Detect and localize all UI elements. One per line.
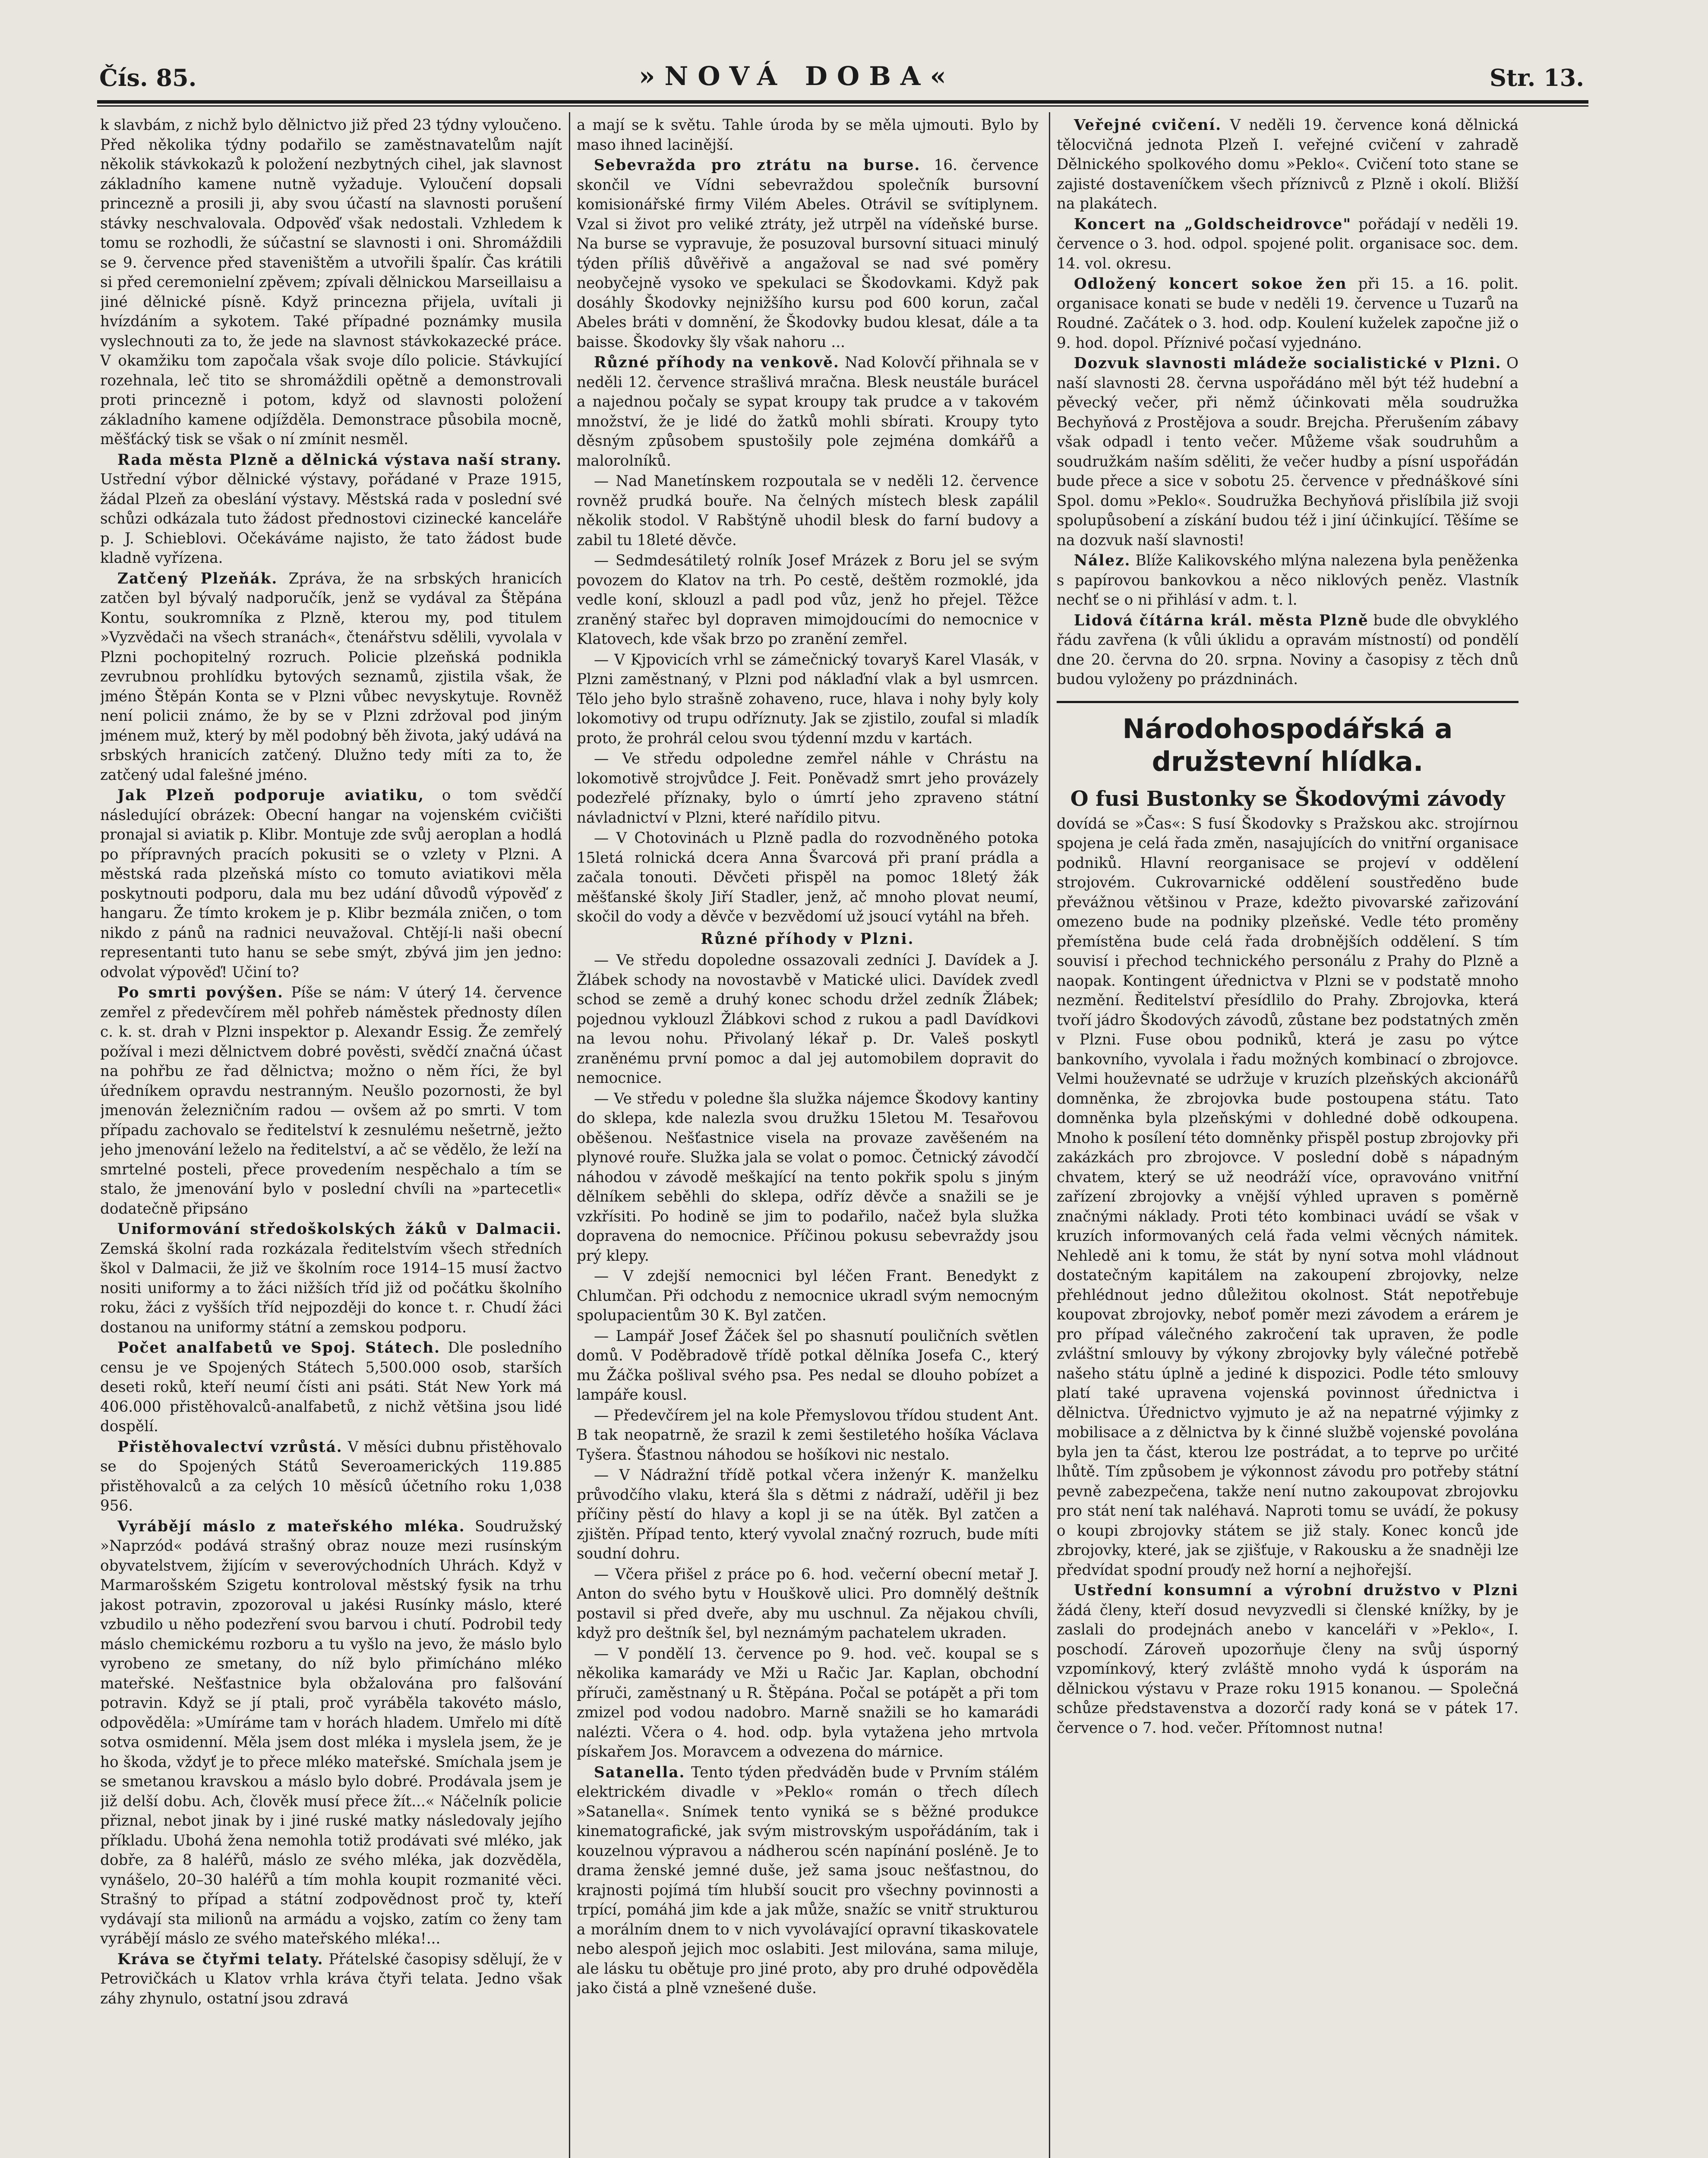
column-2 [577, 116, 1039, 2158]
article-text: Přátelské časopisy sdělují, že v Petrovičkách u Klatov vrhla kráva čtyři telata. Jedno však záhy zhynulo, ostatní jsou zdravá [100, 1950, 562, 2007]
section-subheading: Různé příhody v Plzni. [701, 930, 915, 948]
article [100, 1220, 562, 1338]
page-header [99, 56, 1584, 104]
article [100, 786, 562, 982]
article [100, 983, 562, 1219]
article-text: a mají se k světu. Tahle úroda by se měla ujmouti. Bylo by maso ihned lacinější. [577, 117, 1039, 154]
article-heading: Veřejné cvičení. [1074, 117, 1222, 134]
article-heading: Po smrti povýšen. [117, 984, 284, 1001]
article-heading: Zatčený Plzeňák. [117, 570, 278, 587]
article [577, 353, 1039, 471]
article-heading: Satanella. [594, 1764, 685, 1781]
column-divider [569, 112, 570, 2158]
article-text: — Ve středu dopoledne ossazovali zedníci J. Davídek a J. Žlábek schody na novostavbě v Matické ulici. Davídek zvedl schod se země a druhý konec schodu držel zedník Žlábek; pojednou vyklouzl Žlábkovi schod z rukou a padl Davídkovi na levou nohu. Přivolaný lékař p. Dr. Valeš poskytl zraněnému první pomoc a dal jej automobilem dopravit do nemocnice. [577, 952, 1039, 1087]
article-text: — Ve středu odpoledne zemřel náhle v Chrástu na lokomotivě strojvůdce J. Feit. Poněvadž smrt jeho provázely podezřelé příznaky, bylo o úmrtí jeho zpraveno státní návladnictví v Plzni, které nařídilo pitvu. [577, 750, 1039, 827]
article-heading: Dozvuk slavnosti mládeže socialistické v Plzni. [1074, 355, 1502, 372]
article [1057, 116, 1519, 214]
article-heading: Rada města Plzně a dělnická výstava naší strany. [117, 451, 562, 469]
header-rule [97, 100, 1588, 104]
article-text: — Sedmdesátiletý rolník Josef Mrázek z Boru jel se svým povozem do Klatov na trh. Po cestě, deštěm rozmoklé, jda vedle koní, sklouzl a padl pod vůz, jenž ho přejel. Těžce zraněný stařec byl dopraven mimojdoucími do nemocnice v Klatovech, kde však brzo po zranění zemřel. [577, 552, 1039, 648]
issue-number: Čís. 85. [99, 64, 197, 91]
article-heading: Různé příhody na venkově. [594, 354, 840, 371]
article-heading: Odložený koncert sokoe žen [1074, 275, 1347, 293]
header-rule-thin [97, 105, 1588, 107]
article [1057, 274, 1519, 353]
column-3 [1057, 116, 1519, 2158]
article-heading: Sebevražda pro ztrátu na burse. [594, 157, 921, 174]
article [100, 1338, 562, 1437]
article-text: pořádají v neděli 19. července o 3. hod. odpol. spojené polit. organisace soc. dem. 14. vol. okresu. [1057, 215, 1519, 272]
article-text: Nad Kolovčí přihnala se v neděli 12. července strašlivá mračna. Blesk neustále burácel a najednou počaly se sypat kroupy tak prudce a v takovém množství, že je lidé do žatků mohli sbírati. Kroupy tyto děsným způsobem spustošily pole zejména domkářů a malorolníků. [577, 354, 1039, 470]
article [1057, 611, 1519, 690]
article-text: — V zdejší nemocnici byl léčen Frant. Benedykt z Chlumčan. Při odchodu z nemocnice ukradl svým nemocným spolupacientům 30 K. Byl zatčen. [577, 1268, 1039, 1324]
article [577, 156, 1039, 352]
article-text: O naší slavnosti 28. června uspořádáno měl být též hudební a pěvecký večer, při němž účinkovati měla soudružka Bechyňová z Prostějova a soudr. Brejcha. Přerušením zábavy však odpadl i tento večer. Můžeme však soudruhům a soudružkám naším sděliti, že večer hudby a písní uspořádán bude přece a sice v sobotu 25. července v přednáškové síni Spol. domu »Peklo«. Soudružka Bechyňová přislíbila již svoji spolupůsobení a získání budou též i jiní účinkující. Těšíme se na dozvuk naší slavnosti! [1057, 355, 1519, 549]
article-heading: Koncert na „Goldscheidrovce" [1074, 215, 1352, 233]
article-text: — Předevčírem jel na kole Přemyslovou třídou student Ant. B tak neopatrně, že srazil k zemi šestiletého hošíka Václava Tyšera. Šťastnou náhodou se hošíkovi nic nestalo. [577, 1407, 1039, 1464]
newspaper-title: »NOVÁ DOBA« [639, 61, 956, 91]
article-text: 16. července skončil ve Vídni sebevraždou společník bursovní komisionářské firmy Vilém Abeles. Otrávil se svítiplynem. Vzal si život pro veliké ztráty, jež utrpěl na vídeňské burse. Na burse se vypravuje, že posuzoval bursovní situaci minulý týden příliš důvěřivě a angažoval se nad své poměry neobyčejně vysoko ve spekulaci se Škodovkami. Když pak dosáhly Škodovky nejnižšího kursu pod 600 korun, začal Abeles bráti v domnění, že Škodovky budou klesat, dále a ta baisse. Škodovky šly však nahoru ... [577, 157, 1039, 351]
article-text: Tento týden předváděn bude v Prvním stálém elektrickém divadle v »Peklo« román o třech dílech »Satanella«. Snímek tento vyniká se s běžné produkce kinematografické, jak svým mistrovským uspořádáním, tak i kouzelnou výpravou a nádherou scén napínání posléně. Je to drama ženské jemné duše, jež sama jsouc nešťastnou, do krajnosti pojímá tím hlubší soucit pro všechny povinnosti a trpící, pomáhá jim kde a jak může, snažíc se vnitř strukturou a morálním dnem to v nich vyvolávající opravní tikaskovatele nebo alespoň jejich moc oslabiti. Jest milována, sama miluje, ale lásku tu obětuje pro jiné proto, aby pro druhé odpověděla jako čistá a plně vznešené duše. [577, 1764, 1039, 1997]
article-text: — Včera přišel z práce po 6. hod. večerní obecní metař J. Anton do svého bytu v Houškově ulici. Pro domnělý deštník postavil si před dveře, aby mu uschnul. Za nějakou chvíli, když pro deštník šel, byl neznámým pachatelem ukraden. [577, 1565, 1039, 1642]
article-heading: Přistěhovalectví vzrůstá. [117, 1438, 343, 1456]
article-text: — Ve středu v poledne šla služka nájemce Škodovy kantiny do sklepa, kde nalezla svou družku 15letou M. Tesařovou oběšenou. Nešťastnice visela na provaze zavěšeném na plynové rouře. Služka jala se volat o pomoc. Četnický závodčí náhodou v závodě meškající na tento pokřik spolu s jiným dělníkem seběhli do sklepa, odříz děvče a snažili se je vzkřísiti. Po hodině se jim to podařilo, načež byla služka dopravena do nemocnice. Příčinou pokusu sebevraždy jsou prý klepy. [577, 1090, 1039, 1265]
article-text: V měsíci dubnu přistěhovalo se do Spojených Států Severoamerických 119.885 přistěhovalců a za celých 10 měsíců účetního roku 1,038 956. [100, 1438, 562, 1514]
article-text: — V Kjpovicích vrhl se zámečnický tovaryš Karel Vlasák, v Plzni zaměstnaný, v Plzni pod náklaďní vlak a byl usmrcen. Tělo jeho bylo strašně zohaveno, ruce, hlava i nohy byly koly lokomotivy od trupu odříznuty. Jak se zjistilo, zoufal si mladík proto, že prohrál celou svou týdenní mzdu v kartách. [577, 651, 1039, 747]
article-heading: Počet analfabetů ve Spoj. Státech. [117, 1339, 441, 1357]
article-text: — V pondělí 13. července po 9. hod. več. koupal se s několika kamarády ve Mži u Račic Jar. Kaplan, obchodní příruči, zaměstnaný u R. Štěpána. Počal se potápět a při tom zmizel pod vodou nadobro. Marně snažili se ho kamarádi nalézti. Včera o 4. hod. odp. byla vytažena jeho mrtvola pískařem Jos. Moravcem a odvezena do márnice. [577, 1645, 1039, 1760]
article-text: při 15. a 16. polit. organisace konati se bude v neděli 19. července u Tuzarů na Roudné. Začátek o 3. hod. odp. Koulení kuželek započne již o 9. hod. dopol. Příznivé počasí vyjednáno. [1057, 275, 1519, 352]
article-text: žádá členy, kteří dosud nevyzvedli si členské knížky, by je zaslali do prodejnách anebo v kanceláři v »Peklo«, I. poschodí. Zároveň upozorňuje členy na svůj úsporný vzpomínkový, který zvláště mnoho vydá k úsporám na dělnickou výstavu v Praze roku 1915 konanou. — Společná schůze představenstva a dozorčí rady koná se v pátek 17. července o 7. hod. večer. Přítomnost nutna! [1057, 1601, 1519, 1737]
article [100, 569, 562, 786]
article-heading: Lidová čítárna král. města Plzně [1074, 612, 1369, 629]
article-text: bude dle obvyklého řádu zavřena (k vůli úklidu a opravám místností) od pondělí dne 20. června do 20. srpna. Noviny a časopisy z těch dnů budou vyloženy po prázdninách. [1057, 612, 1519, 688]
article-title: O fusi Bustonky se Škodovými závody [1070, 786, 1505, 811]
article-heading: Nález. [1074, 552, 1131, 569]
article-text: — Nad Manetínskem rozpoutala se v neděli 12. července rovněž prudká bouře. Na čelných místech blesk zapálil několik stodol. V Rabštýně uhodil blesk do farní budovy a zabil tu 18leté děvče. [577, 473, 1039, 549]
article-heading: Uniformování středoškolských žáků v Dalmacii. [117, 1221, 562, 1238]
article-heading: Ustřední konsumní a výrobní družstvo v Plzni [1074, 1582, 1519, 1599]
article [100, 1517, 562, 1949]
article-text: o tom svědčí následující obrázek: Obecní hangar na vojenském cvičišti pronajal si aviatik p. Klibr. Montuje zde svůj aeroplan a hodlá po přípravných pracích pokusiti se o vzlety v Plzni. A městská rada plzeňská místo co tomuto aviatikovi měla poskytnouti podporu, dala mu bez udání důvodů výpověď z hangaru. Že tímto krokem je p. Klibr bezmála zničen, o tom nikdo z pánů na radnici neuvažoval. Chtějí-li naši obecní representanti tuto hanu se sebe smýt, zbývá jim jen jedno: odvolat výpověď! Učiní to? [100, 787, 562, 981]
article [100, 1438, 562, 1516]
article-text: Zpráva, že na srbských hranicích zatčen byl bývalý nadporučík, jenž se vydával za Štěpána Kontu, soukromníka z Plzně, kterou my, pod titulem »Vyzvědači na všech stranách«, čtenářstvu sdělili, vyvolala v Plzni pochopitelný rozruch. Policie plzeňská podnikla zevrubnou prohlídku bytových seznamů, zjistila však, že jméno Štěpán Konta se v Plzni vůbec nevyskytuje. Rovněž není policii známo, že by se v Plzni zdržoval pod jiným jménem muž, který by měl podobný běh života, jaký udává na srbských hranicích zatčený. Dlužno tedy míti za to, že zatčený udal falešné jméno. [100, 570, 562, 784]
article-text: — Lampář Josef Žáček šel po shasnutí pouličních světlen domů. V Poděbradově třídě potkal dělníka Josefa C., který mu Žáčka pošlival svého psa. Pes nedal se dlouho pobízet a lampáře kousl. [577, 1327, 1039, 1404]
article [1057, 1581, 1519, 1738]
article-text: Dle posledního censu je ve Spojených Státech 5,500.000 osob, starších deseti roků, kteří neumí čísti ani psáti. Stát New York má 406.000 přistěhovalců-analfabetů, z nichž většina jsou lidé dospělí. [100, 1339, 562, 1435]
column-divider [1049, 112, 1050, 2158]
article-heading: Vyrábějí máslo z mateřského mléka. [117, 1518, 465, 1535]
article-text: — V Chotovinách u Plzně padla do rozvodněného potoka 15letá rolnická dcera Anna Švarcová při praní prádla a začala tonouti. Děvčeti přispěl na pomoc 18letý žák měšťanské školy Jiří Stadler, jenž, ač mnoho plovat neumí, skočil do vody a děvče v bezvědomí už jsoucí vytáhl na břeh. [577, 830, 1039, 925]
article [577, 1763, 1039, 1999]
article-text: — V Nádražní třídě potkal včera inženýr K. manželku průvodčího vlaku, která šla s dětmi z nádraží, uděřil ji bez příčiny pěstí do hlavy a kopl ji se na útěk. Byl zatčen a zjištěn. Případ tento, který vyvolal značný rozruch, bude míti soudní dohru. [577, 1467, 1039, 1562]
article-text: Soudružský »Naprzód« podává strašný obraz nouze mezi rusínským obyvatelstvem, žijícím v severovýchodních Uhrách. Když v Marmarošském Szigetu kontroloval městský fysik na trhu jakost potravin, zpozoroval u jakési Rusínky máslo, které vzbudilo u něho podezření svou barvou i chutí. Podrobil tedy máslo chemickému rozboru a tu vyšlo na jevo, že máslo bylo vyrobeno ze smetany, do níž bylo přimícháno mléko mateřské. Nešťastnice byla obžalována pro falšování potravin. Když se jí ptali, proč vyráběla takovéto máslo, odpověděla: »Umíráme tam v horách hladem. Umřelo mi dítě sotva osmidenní. Měla jsem dost mléka i myslela jsem, že je ho škoda, vždyť je to přece mléko mateřské. Smíchala jsem je se smetanou kravskou a máslo bylo dobré. Prodávala jsem je již delší dobu. Ach, člověk musí přece žít...« Náčelník policie přiznal, nebot jinak by i jiné ruské matky následovaly jejího příkladu. Ubohá žena nemohla totiž prodávati své mléko, jak dobře, za 8 haléřů, máslo ze svého mléka, jak dozvěděla, vynášelo, 20–30 haléřů a tím mohla koupit rozmanité věci. Strašný to případ a státní zodpovědnost proč ty, kteří vydávají sta milionů na armádu a vojsko, zatím co ženy tam vyrábějí máslo ze svého mateřského mléka!... [100, 1518, 562, 1947]
column-1 [100, 116, 562, 2158]
article-text: Blíže Kalikovského mlýna nalezena byla peněženka s papírovou bankovkou a něco niklových peněz. Vlastník nechť se o ni přihlásí v adm. t. l. [1057, 552, 1519, 609]
article [1057, 215, 1519, 274]
article-text: V neděli 19. července koná dělnická tělocvičná jednota Plzeň I. veřejné cvičení v zahradě Dělnického spolkového domu »Peklo«. Cvičení toto stane se zajisté dostaveníčkem všech příznivců z Plzně i okolí. Bližší na plakátech. [1057, 117, 1519, 212]
article-heading: Jak Plzeň podporuje aviatiku, [117, 787, 425, 804]
article-text: Ustřední výbor dělnické výstavy, pořádané v Praze 1915, žádal Plzeň za obeslání výstavy. Městská rada v poslední své schůzi odkázala tuto žádost přednostovi cizinecké kanceláře p. J. Schieblovi. Očekáváme najisto, že tato žádost bude kladně vyřízena. [100, 471, 562, 567]
article [100, 451, 562, 568]
article-text: dovídá se »Čas«: S fusí Škodovky s Pražskou akc. strojírnou spojena je celá řada změn, nasajujících do vnitřní organisace podniků. Hlavní reorganisace se projeví v oddělení strojovém. Cukrovarnické oddělení soustředěno bude převážnou většinou v Praze, kdežto pivovarské zařizování omezeno bude na podniky plzeňské. Vedle této proměny přemístěna bude celá řada drobnějších oddělení. S tím souvisí i přechod technického personálu z Prahy do Plzně a naopak. Kontingent úřednictva v Plzni se v podstatě mnoho nezmění. Ředitelství přesídlilo do Prahy. Zbrojovka, která tvoří jádro Škodových závodů, zůstane bez podstatných změn v Plzni. Fuse obou podniků, která je zasu po výtce bankovního, vyvolala i řadu možných kombinací o zbrojovce. Velmi houževnaté se udržuje v kruzích plzeňských akcionářů domněnka, že zbrojovka bude postoupena státu. Tato domněnka byla plzeňskými v dohledné době odkoupena. Mnoho k posílení této domněnky přispěl postup zbrojovky při zakázkách pro zbrojovce. V poslední době s nápadným chvatem, který se už neodráží více, opravováno vnitřní zařízení zbrojovky a vnější výhled upraven s poměrně značnými náklady. Proti této kombinaci uvádí se však v kruzích informovaných celá řada velmi věcných námitek. Nehledě ani k tomu, že stát by nyní sotva mohl vládnout dostatečným kapitálem na zakoupení zbrojovky, nelze přehlédnout jedno důležitou okolnost. Stát nepotřebuje koupovat zbrojovky, neboť poměr mezi závodem a erárem je pro případ válečného zakročení tak upraven, že podle zvláštní smlouvy by výkony zbrojovky byly válečné potřebě našeho státu úplně a jediné k dispozici. Podle této smlouvy platí také upravena vojenská povinnost úřednictva i dělnictva. Úřednictvo vyjmuto je až na nepatrné výjimky z mobilisace a z dělnictva by k činné službě vojenské povolána byla jen ta část, kterou lze postrádat, a to teprve po určité lhůtě. Tím způsobem je výkonnost závodu pro potřeby státní pevně zabezpečena, takže není nutno zakoupovat zbrojovku pro stát není tak naléhavá. Naproti tomu se uvádí, že pokusy o koupi zbrojovky státem se již staly. Konec konců jde zbrojovky, které, jak se zjišťuje, v Rakousku a že snadněji lze předvídat spodní prouďy než horní a nejhořejší. [1057, 815, 1519, 1579]
page-number: Str. 13. [1490, 64, 1584, 91]
article-heading: Kráva se čtyřmi telaty. [117, 1950, 324, 1968]
article-text: Zemská školní rada rozkázala ředitelstvím všech středních škol v Dalmacii, že již ve školním roce 1914–15 musí žactvo nositi uniformy a to žáci nižších tříd již od počátku školního roku, žáci z vyšších tříd nejpozději do konce t. r. Chudí žáci dostanou na uniformy státní a zemskou podporu. [100, 1240, 562, 1336]
section-title: Národohospodářská a družstevní hlídka. [1057, 701, 1519, 778]
article-text: Píše se nám: V úterý 14. července zemřel z předevčírem měl pohřeb náměstek přednosty dílen c. k. st. drah v Plzni inspektor p. Alexandr Essig. Že zemřelý požíval i mezi dělnictvem dobré pověsti, svědčí značná účast na pohřbu ze řad dělnictva; možno o něm říci, že byl úředníkem opravdu nestranným. Neušlo pozornosti, že byl jmenován železničním radou — ovšem až po smrti. V tom případu zachovalo se ředitelství k zesnulému nešetrně, ježto jeho jmenování leželo na ředitelství, a ač se vědělo, že leží na smrtelné posteli, přece provedením nespěchalo a tím se stalo, že jmenování bylo v poslední chvíli na »partecetli« dodatečně připsáno [100, 984, 562, 1218]
article-text: k slavbám, z nichž bylo dělnictvo již před 23 týdny vyloučeno. Před několika týdny podařilo se zaměstnavatelům najít několik stávkokazů k položení nezbytných cihel, jak slavnost základního kamene nutně vyžaduje. Vyloučení dopsali princezně a prosili ji, aby svou účastí na slavnosti porušení stávky neschvalovala. Odpověď však nedostali. Vzhledem k tomu se rozhodli, že súčastní se slavnosti i oni. Shromáždili se 9. července před staveništěm a utvořili špalír. Čas krátili si před ceremonielní zpěvem; zpívali dělnickou Marseillaisu a jiné dělnické písně. Když princezna přijela, uvítali ji hvízdáním a sykotem. Také případné poznámky musila vyslechnouti za to, že jede na slavnost stávkokazecké práce. V okamžiku tom započala však svoje dílo policie. Stávkující rozehnala, leč tito se shromáždili opětně a demonstrovali proti princezně i potom, když od slavnosti položení základního kamene odjížděla. Demonstrace působila mocně, měšťácký tisk se však o ní zmínit nesměl. [100, 117, 562, 448]
article [1057, 354, 1519, 550]
article [1057, 551, 1519, 610]
article [100, 1950, 562, 2009]
